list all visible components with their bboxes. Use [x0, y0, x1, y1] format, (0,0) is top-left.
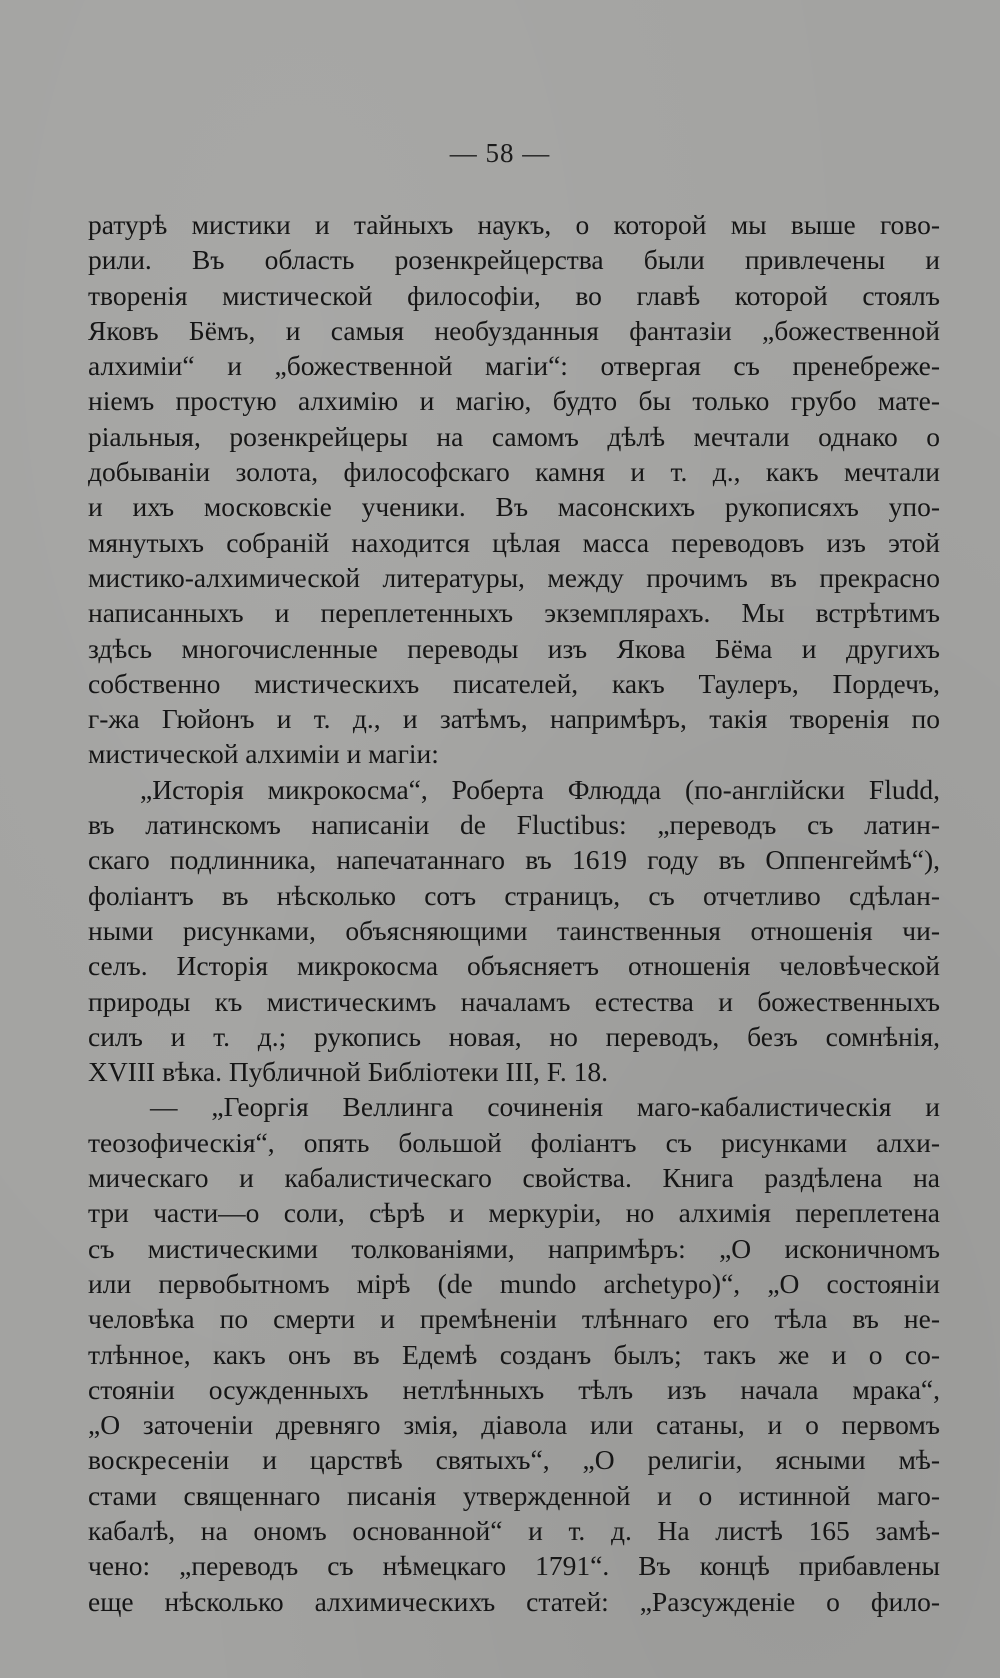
text-line: ніемъ простую алхимію и магію, будто бы только грубо мате- [88, 385, 940, 417]
body-text [88, 207, 940, 1619]
text-line: мическаго и кабалистическаго свойства. Книга раздѣлена на [88, 1162, 940, 1194]
text-line: скаго подлинника, напечатаннаго въ 1619 году въ Оппенгеймѣ“), [88, 844, 940, 876]
text-line: въ латинскомъ написаніи de Fluctibus: „переводъ съ латин- [88, 809, 940, 841]
text-line: мистической алхиміи и магіи: [88, 738, 439, 770]
text-line: г-жа Гюйонъ и т. д., и затѣмъ, напримѣръ, такія творенія по [88, 703, 940, 735]
text-line: еще нѣсколько алхимическихъ статей: „Разсужденіе о фило- [88, 1585, 940, 1617]
text-line: добываніи золота, философскаго камня и т. д., какъ мечтали [88, 456, 940, 488]
text-line: „Исторія микрокосма“, Роберта Флюдда (по-англійски Fludd, [140, 773, 940, 805]
paragraph-1 [88, 207, 940, 772]
text-line: или первобытномъ мірѣ (de mundo archetypo)“, „О состояніи [88, 1267, 940, 1299]
text-line: природы къ мистическимъ началамъ естества и божественныхъ [88, 985, 940, 1017]
text-line: ріальныя, розенкрейцеры на самомъ дѣлѣ мечтали однако о [88, 420, 940, 452]
text-line: написанныхъ и переплетенныхъ экземплярахъ. Мы встрѣтимъ [88, 597, 940, 629]
text-line: рили. Въ область розенкрейцерства были привлечены и [88, 244, 940, 276]
text-line: чено: „переводъ съ нѣмецкаго 1791“. Въ концѣ прибавлены [88, 1550, 940, 1582]
text-line: мянутыхъ собраній находится цѣлая масса переводовъ изъ этой [88, 526, 940, 558]
text-line: ратурѣ мистики и тайныхъ наукъ, о которой мы выше гово- [88, 209, 940, 240]
text-line: Яковъ Бёмъ, и самыя необузданныя фантазіи „божественной [88, 314, 940, 346]
text-line: мистико-алхимической литературы, между прочимъ въ прекрасно [88, 561, 940, 593]
text-line: три части—о соли, сѣрѣ и меркуріи, но алхимія переплетена [88, 1197, 940, 1229]
text-line: стами священнаго писанія утвержденной и о истинной маго- [88, 1479, 940, 1511]
text-line: съ мистическими толкованіями, напримѣръ: „О исконичномъ [88, 1232, 940, 1264]
text-line: теозофическія“, опять большой фоліантъ съ рисунками алхи- [88, 1126, 940, 1158]
text-line: „О заточеніи древняго змія, діавола или сатаны, и о первомъ [88, 1409, 940, 1441]
text-line: тлѣнное, какъ онъ въ Едемѣ созданъ былъ; такъ же и о со- [88, 1338, 940, 1370]
text-line: силъ и т. д.; рукопись новая, но переводъ, безъ сомнѣнія, [88, 1020, 940, 1052]
text-line: селъ. Исторія микрокосма объясняетъ отношенія человѣческой [88, 950, 940, 982]
text-line: стояніи осужденныхъ нетлѣнныхъ тѣлъ изъ начала мрака“, [88, 1373, 940, 1405]
page-number: — 58 — [449, 138, 551, 168]
text-line: ными рисунками, объясняющими таинственныя отношенія чи- [88, 914, 940, 946]
text-line: и ихъ московскіе ученики. Въ масонскихъ рукописяхъ упо- [88, 491, 940, 523]
text-line: здѣсь многочисленные переводы изъ Якова Бёма и другихъ [88, 632, 940, 664]
text-line: собственно мистическихъ писателей, какъ Таулеръ, Пордечъ, [88, 667, 940, 699]
paragraph-2 [88, 772, 940, 1090]
text-line: кабалѣ, на ономъ основанной“ и т. д. На листѣ 165 замѣ- [88, 1514, 940, 1546]
text-line: воскресеніи и царствѣ святыхъ“, „О религіи, ясными мѣ- [88, 1444, 940, 1476]
text-line: XVIII вѣка. Публичной Библіотеки III, F. 18. [88, 1056, 608, 1088]
text-line: — „Георгія Веллинга сочиненія маго-кабалистическія и [150, 1091, 940, 1123]
text-line: человѣка по смерти и премѣненіи тлѣннаго его тѣла въ не- [88, 1303, 940, 1335]
paragraph-3 [88, 1089, 940, 1618]
text-line: творенія мистической философіи, во главѣ которой стоялъ [88, 279, 940, 311]
text-line: фоліантъ въ нѣсколько сотъ страницъ, съ отчетливо сдѣлан- [88, 879, 940, 911]
text-line: алхиміи“ и „божественной магіи“: отвергая съ пренебреже- [88, 350, 940, 382]
